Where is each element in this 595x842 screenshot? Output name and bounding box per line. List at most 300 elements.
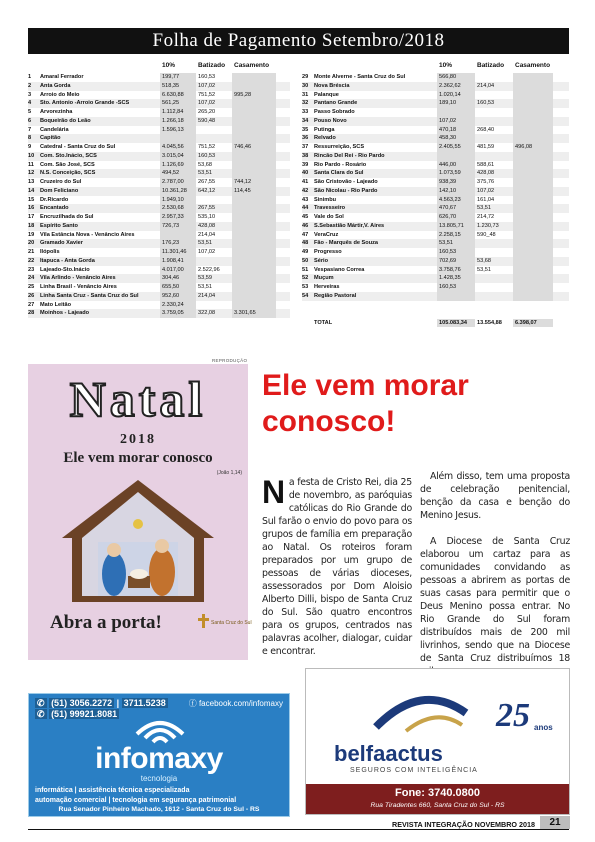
parish-name: Putinga xyxy=(314,126,335,133)
value-batizado: 751,52 xyxy=(198,91,216,98)
table-row xyxy=(302,91,569,100)
row-number: 52 xyxy=(302,275,309,282)
belfaactus-logo: belfaactus xyxy=(334,741,443,766)
page-title: Folha de Pagamento Setembro/2018 xyxy=(28,28,569,54)
value-10pct: 1.908,41 xyxy=(160,257,196,266)
table-row xyxy=(28,204,290,213)
table-row xyxy=(28,108,290,117)
row-number: 12 xyxy=(28,170,35,177)
table-row xyxy=(302,239,569,248)
row-number: 25 xyxy=(28,284,35,290)
value-10pct: 6.630,88 xyxy=(160,91,196,100)
services-line: automação comercial | tecnologia em segurança patrimonial xyxy=(35,797,237,804)
value-batizado: 160,53 xyxy=(198,74,216,80)
value-10pct: 1.949,10 xyxy=(160,196,196,205)
table-row xyxy=(302,99,569,108)
infomaxy-phones: ✆ (51) 3056.2272 | 3711.5238 ✆ (51) 99921.8081 xyxy=(37,698,166,719)
table-row xyxy=(28,73,290,82)
table-row xyxy=(28,143,290,152)
article-paragraph: a festa de Cristo Rei, dia 25 de novembro, as paróquias católicas do Rio Grande do Sul farão o envio do povo para os grupos de família em preparação ao Natal. Os roteiros foram preparados por um grupo de pessoas de várias dioceses, assessorados por Dom Aloisio Alberto Dilli, bispo de Santa Cruz do Sul. São quatro encontros para os grupos, centrados nas palavras acolher, dialogar, cuidar e encontrar. xyxy=(262,477,412,657)
row-number: 30 xyxy=(302,82,309,89)
value-10pct xyxy=(437,292,475,301)
value-casamento xyxy=(232,274,276,283)
parish-name: N.S. Conceição, SCS xyxy=(40,170,96,177)
value-batizado xyxy=(475,73,513,82)
value-batizado: 107,02 xyxy=(198,249,216,255)
parish-name: Palanque xyxy=(314,91,339,98)
parish-name: Encruzilhada do Sul xyxy=(40,214,94,220)
value-casamento xyxy=(232,204,276,213)
value-10pct: 4.563,23 xyxy=(437,196,475,205)
value-casamento xyxy=(232,73,276,82)
row-number: 13 xyxy=(28,179,35,185)
table-row xyxy=(302,222,569,231)
total-casamento: 6.398,07 xyxy=(513,319,553,328)
value-10pct: 10.361,28 xyxy=(160,187,196,196)
parish-name: Sinimbu xyxy=(314,196,337,203)
parish-name: São Cristovão - Lajeado xyxy=(314,179,378,185)
parish-name: VeraCruz xyxy=(314,231,339,238)
row-number: 18 xyxy=(28,222,35,229)
value-batizado xyxy=(196,134,232,143)
parish-name: Boqueirão do Leão xyxy=(40,117,91,124)
table-row xyxy=(302,196,569,205)
value-10pct: 1.073,59 xyxy=(437,169,475,178)
row-number: 11 xyxy=(28,161,34,168)
value-10pct: 4.017,00 xyxy=(160,266,196,275)
table-row xyxy=(28,257,290,266)
value-10pct xyxy=(160,231,196,240)
value-batizado: 161,04 xyxy=(477,196,495,203)
value-10pct: 2.530,68 xyxy=(160,204,196,213)
table-row xyxy=(28,196,290,205)
value-batizado xyxy=(475,239,513,248)
value-batizado xyxy=(475,152,513,161)
value-10pct xyxy=(437,108,475,117)
value-batizado: 267,55 xyxy=(198,205,216,212)
value-10pct: 160,53 xyxy=(437,248,475,257)
value-10pct: 566,80 xyxy=(437,73,475,82)
row-number: 48 xyxy=(302,240,309,247)
value-casamento xyxy=(513,117,553,126)
row-number: 24 xyxy=(28,275,35,282)
value-batizado: 53,51 xyxy=(198,240,212,247)
table-row xyxy=(302,231,569,240)
table-row xyxy=(302,108,569,117)
value-batizado xyxy=(196,196,232,205)
row-number: 9 xyxy=(28,144,32,150)
value-casamento xyxy=(513,239,553,248)
value-batizado: 481,59 xyxy=(477,144,495,150)
table-row xyxy=(28,161,290,170)
value-10pct: 53,51 xyxy=(437,239,475,248)
value-batizado xyxy=(196,126,232,135)
value-casamento xyxy=(513,126,553,135)
value-casamento: 496,08 xyxy=(513,143,553,152)
parish-name: S.Sebastião Mártir,V. Aires xyxy=(314,222,385,229)
table-row xyxy=(302,213,569,222)
value-batizado: 214,04 xyxy=(198,292,216,299)
value-casamento xyxy=(513,213,553,222)
value-10pct: 2.787,00 xyxy=(160,178,196,187)
row-number: 33 xyxy=(302,109,309,115)
row-number: 8 xyxy=(28,135,32,142)
row-number: 49 xyxy=(302,249,309,255)
parish-name: Mato Leitão xyxy=(40,301,72,308)
row-number: 50 xyxy=(302,257,309,264)
logo-text: Santa Cruz do Sul xyxy=(211,620,252,626)
value-casamento xyxy=(513,82,553,91)
value-casamento xyxy=(513,178,553,187)
value-10pct: 176,23 xyxy=(160,239,196,248)
row-number: 31 xyxy=(302,91,309,98)
row-number: 36 xyxy=(302,135,309,142)
value-10pct: 1.020,14 xyxy=(437,91,475,100)
parish-name: Região Pastoral xyxy=(314,292,357,299)
payroll-column-right xyxy=(302,62,569,327)
table-row xyxy=(302,134,569,143)
article-paragraph: A Diocese de Santa Cruz elaborou um cartaz para as comunidades convidando as pessoas a abrirem as portas de suas casas para permitir que o Deus Menino possa entrar. No Rio Grande do Sul foram distribuídos mais de 200 mil livrinhos, sendo que na Diocese de Santa Cruz distribuímos 18 xyxy=(420,536,570,664)
value-10pct: 494,52 xyxy=(160,169,196,178)
value-casamento xyxy=(232,231,276,240)
value-casamento xyxy=(513,108,553,117)
table-row xyxy=(28,274,290,283)
value-10pct: 3.758,76 xyxy=(437,266,475,275)
row-number: 34 xyxy=(302,117,309,124)
value-10pct: 518,35 xyxy=(160,82,196,91)
parish-name: Sério xyxy=(314,257,328,264)
value-casamento xyxy=(513,248,553,257)
value-10pct: 446,00 xyxy=(437,161,475,170)
article-column-1 xyxy=(262,476,412,658)
value-10pct: 2.362,62 xyxy=(437,82,475,91)
magazine-footer: REVISTA INTEGRAÇÃO NOVEMBRO 2018 xyxy=(392,820,535,829)
value-10pct: 458,30 xyxy=(437,134,475,143)
table-row xyxy=(28,152,290,161)
parish-name: Gramado Xavier xyxy=(40,240,83,247)
value-batizado: 375,76 xyxy=(477,179,495,185)
parish-name: Dom Feliciano xyxy=(40,187,79,194)
value-10pct: 304,46 xyxy=(160,274,196,283)
value-casamento xyxy=(232,99,276,108)
value-casamento xyxy=(513,161,553,170)
value-batizado: 53,68 xyxy=(198,161,212,168)
value-casamento xyxy=(232,126,276,135)
value-casamento xyxy=(513,266,553,275)
row-number: 44 xyxy=(302,205,309,212)
row-number: 39 xyxy=(302,161,309,168)
parish-name: Rio Pardo - Rosário xyxy=(314,161,367,168)
value-batizado xyxy=(475,292,513,301)
value-casamento xyxy=(232,239,276,248)
value-casamento xyxy=(513,204,553,213)
table-row xyxy=(28,248,290,257)
value-batizado: 214,04 xyxy=(198,231,216,238)
value-batizado: 160,53 xyxy=(477,100,495,107)
value-batizado: 2.522,96 xyxy=(198,266,220,273)
row-number: 21 xyxy=(28,249,35,255)
value-casamento xyxy=(232,117,276,126)
value-batizado: 53,51 xyxy=(477,266,491,273)
poster-reference: (João 1,14) xyxy=(216,470,242,476)
value-10pct: 702,69 xyxy=(437,257,475,266)
parish-name: Capitão xyxy=(40,135,61,142)
payroll-table xyxy=(28,62,569,357)
row-number: 38 xyxy=(302,152,309,159)
value-batizado: 107,02 xyxy=(198,82,216,89)
row-number: 43 xyxy=(302,196,309,203)
row-number: 23 xyxy=(28,266,35,273)
page-number: 21 xyxy=(540,816,570,829)
table-row xyxy=(302,283,569,292)
table-row xyxy=(28,222,290,231)
table-row xyxy=(28,178,290,187)
value-casamento xyxy=(513,99,553,108)
row-number: 51 xyxy=(302,266,309,273)
value-batizado: 53,51 xyxy=(198,170,212,177)
parish-name: Dr.Ricardo xyxy=(40,196,69,203)
col-header-10pct: 10% xyxy=(439,62,453,69)
total-label: TOTAL xyxy=(314,319,333,326)
value-batizado: 322,08 xyxy=(198,310,216,317)
parish-name: Ilópolis xyxy=(40,249,60,255)
value-10pct: 3.015,04 xyxy=(160,152,196,161)
parish-name: Pantano Grande xyxy=(314,100,358,107)
value-batizado: 590_48 xyxy=(477,231,496,238)
parish-name: Linha Santa Cruz - Santa Cruz do Sul xyxy=(40,292,139,299)
row-number: 6 xyxy=(28,117,32,124)
parish-name: Rincão Del Rei - Rio Pardo xyxy=(314,152,385,159)
value-batizado: 751,52 xyxy=(198,144,216,150)
value-casamento xyxy=(232,134,276,143)
row-number: 27 xyxy=(28,301,35,308)
table-row xyxy=(28,82,290,91)
row-number: 14 xyxy=(28,187,35,194)
value-casamento xyxy=(513,283,553,292)
payroll-column-left xyxy=(28,62,290,318)
row-number: 29 xyxy=(302,74,309,80)
value-10pct: 2.957,33 xyxy=(160,213,196,222)
parish-name: Fão - Marquês de Souza xyxy=(314,240,379,247)
poster-call-to-action: Abra a porta! xyxy=(50,612,162,633)
value-casamento xyxy=(513,257,553,266)
article-column-2 xyxy=(420,470,570,691)
table-row xyxy=(28,91,290,100)
parish-name: Linha Brasil - Venâncio Aires xyxy=(40,284,117,290)
value-batizado xyxy=(475,248,513,257)
parish-name: Encantado xyxy=(40,205,69,212)
parish-name: Monte Alverne - Santa Cruz do Sul xyxy=(314,74,406,80)
infomaxy-ad[interactable] xyxy=(28,693,290,817)
value-10pct: 470,67 xyxy=(437,204,475,213)
belfaactus-address: Rua Tiradentes 660, Santa Cruz do Sul - RS xyxy=(370,802,505,809)
col-header-casamento: Casamento xyxy=(234,62,270,69)
value-10pct: 1.126,69 xyxy=(160,161,196,170)
table-row xyxy=(302,204,569,213)
infomaxy-facebook xyxy=(189,698,283,709)
value-10pct: 2.258,15 xyxy=(437,231,475,240)
table-row xyxy=(302,143,569,152)
value-batizado: 107,02 xyxy=(477,187,495,194)
table-row xyxy=(302,117,569,126)
row-number: 16 xyxy=(28,205,35,212)
value-10pct: 13.805,71 xyxy=(437,222,475,231)
value-casamento xyxy=(513,134,553,143)
table-row xyxy=(302,73,569,82)
facebook-icon: ⓕ xyxy=(188,699,197,708)
diocese-logo-icon xyxy=(196,612,252,644)
value-casamento: 114,45 xyxy=(232,187,276,196)
value-10pct: 1.596,13 xyxy=(160,126,196,135)
footer-divider xyxy=(28,829,569,830)
value-batizado xyxy=(475,283,513,292)
table-row xyxy=(28,309,290,318)
row-number: 5 xyxy=(28,109,32,115)
parish-name: São Nicolau - Rio Pardo xyxy=(314,187,378,194)
value-batizado: 267,55 xyxy=(198,179,216,185)
value-casamento xyxy=(513,274,553,283)
row-number: 41 xyxy=(302,179,309,185)
value-10pct: 4.045,56 xyxy=(160,143,196,152)
value-casamento xyxy=(513,187,553,196)
table-row xyxy=(28,169,290,178)
table-row xyxy=(302,266,569,275)
row-number: 15 xyxy=(28,196,35,203)
table-row xyxy=(28,99,290,108)
parish-name: Relvado xyxy=(314,135,336,142)
parish-name: Ressurreição, SCS xyxy=(314,144,365,150)
value-batizado: 107,02 xyxy=(198,100,216,107)
col-header-casamento: Casamento xyxy=(515,62,551,69)
value-casamento xyxy=(232,283,276,292)
drop-cap: N xyxy=(262,474,285,510)
row-number: 1 xyxy=(28,74,32,80)
row-number: 54 xyxy=(302,292,309,299)
photo-credit: REPRODUÇÃO xyxy=(212,358,248,363)
value-10pct: 189,10 xyxy=(437,99,475,108)
table-row xyxy=(28,231,290,240)
row-number: 40 xyxy=(302,170,309,177)
belfaactus-ad[interactable] xyxy=(305,668,570,815)
row-number: 53 xyxy=(302,284,309,290)
table-row xyxy=(28,292,290,301)
parish-name: Cruzeiro do Sul xyxy=(40,179,82,185)
col-header-batizado: Batizado xyxy=(477,62,505,69)
value-10pct: 952,60 xyxy=(160,292,196,301)
value-10pct: 199,77 xyxy=(160,73,196,82)
nativity-house-illustration xyxy=(58,476,218,606)
value-casamento xyxy=(232,152,276,161)
table-row xyxy=(28,134,290,143)
value-casamento xyxy=(513,169,553,178)
value-casamento: 995,28 xyxy=(232,91,276,100)
value-10pct: 655,50 xyxy=(160,283,196,292)
value-10pct: 107,02 xyxy=(437,117,475,126)
value-casamento xyxy=(513,231,553,240)
row-number: 4 xyxy=(28,100,32,107)
phone-icon: ✆ xyxy=(37,698,45,708)
parish-name: Amaral Ferrador xyxy=(40,74,84,80)
value-batizado: 590,48 xyxy=(198,117,216,124)
value-batizado: 535,10 xyxy=(198,214,216,220)
row-number: 7 xyxy=(28,126,32,133)
parish-name: Vila Arlindo - Venâncio Aires xyxy=(40,275,116,282)
value-10pct: 626,70 xyxy=(437,213,475,222)
value-casamento: 746,46 xyxy=(232,143,276,152)
col-header-batizado: Batizado xyxy=(198,62,226,69)
phone-number: (51) 99921.8081 xyxy=(51,709,118,719)
table-row xyxy=(28,266,290,275)
table-row xyxy=(28,126,290,135)
table-row xyxy=(302,292,569,301)
row-number: 2 xyxy=(28,82,32,89)
row-number: 20 xyxy=(28,240,35,247)
facebook-url: facebook.com/infomaxy xyxy=(198,699,283,708)
article-headline: Ele vem morar conosco! xyxy=(262,369,469,438)
value-batizado xyxy=(475,274,513,283)
table-row xyxy=(302,152,569,161)
anniversary-label: anos xyxy=(534,723,553,732)
table-row xyxy=(302,178,569,187)
value-10pct: 160,53 xyxy=(437,283,475,292)
value-10pct: 470,18 xyxy=(437,126,475,135)
table-header xyxy=(302,62,569,73)
value-batizado xyxy=(196,257,232,266)
row-number: 10 xyxy=(28,152,35,159)
value-batizado: 160,53 xyxy=(198,152,216,159)
poster-subtitle: Ele vem morar conosco xyxy=(63,450,213,466)
parish-name: Espírito Santo xyxy=(40,222,78,229)
row-number: 17 xyxy=(28,214,35,220)
parish-name: Vila Estância Nova - Venâncio Aires xyxy=(40,231,135,238)
belfaactus-emblem-icon xyxy=(366,687,476,739)
value-10pct xyxy=(437,152,475,161)
table-row xyxy=(302,187,569,196)
poster-year: 2018 xyxy=(120,432,156,447)
row-number: 3 xyxy=(28,91,32,98)
value-10pct xyxy=(160,134,196,143)
value-casamento: 744,12 xyxy=(232,178,276,187)
total-batizado: 13.554,88 xyxy=(477,319,502,326)
value-batizado xyxy=(475,91,513,100)
value-casamento xyxy=(232,222,276,231)
value-batizado: 265,20 xyxy=(198,109,216,115)
value-casamento xyxy=(513,222,553,231)
infomaxy-services xyxy=(35,786,285,806)
value-10pct: 2.405,55 xyxy=(437,143,475,152)
parish-name: Arvorezinha xyxy=(40,109,73,115)
infomaxy-logo: infomaxy xyxy=(95,742,223,775)
value-casamento xyxy=(513,152,553,161)
value-batizado: 428,08 xyxy=(198,222,216,229)
value-batizado: 588,61 xyxy=(477,161,495,168)
value-casamento xyxy=(513,196,553,205)
belfaactus-phone: Fone: 3740.0800 xyxy=(395,787,480,799)
natal-poster xyxy=(28,364,252,660)
parish-name: Nova Bréscia xyxy=(314,82,350,89)
row-number: 26 xyxy=(28,292,35,299)
infomaxy-address: Rua Senador Pinheiro Machado, 1612 - Santa Cruz do Sul - RS xyxy=(58,806,260,813)
value-casamento xyxy=(232,108,276,117)
value-batizado: 214,72 xyxy=(477,214,495,220)
value-casamento xyxy=(232,196,276,205)
value-casamento xyxy=(513,292,553,301)
row-number: 42 xyxy=(302,187,309,194)
value-batizado xyxy=(475,117,513,126)
value-casamento xyxy=(513,73,553,82)
parish-name: Arroio do Meio xyxy=(40,91,80,98)
row-number: 47 xyxy=(302,231,309,238)
